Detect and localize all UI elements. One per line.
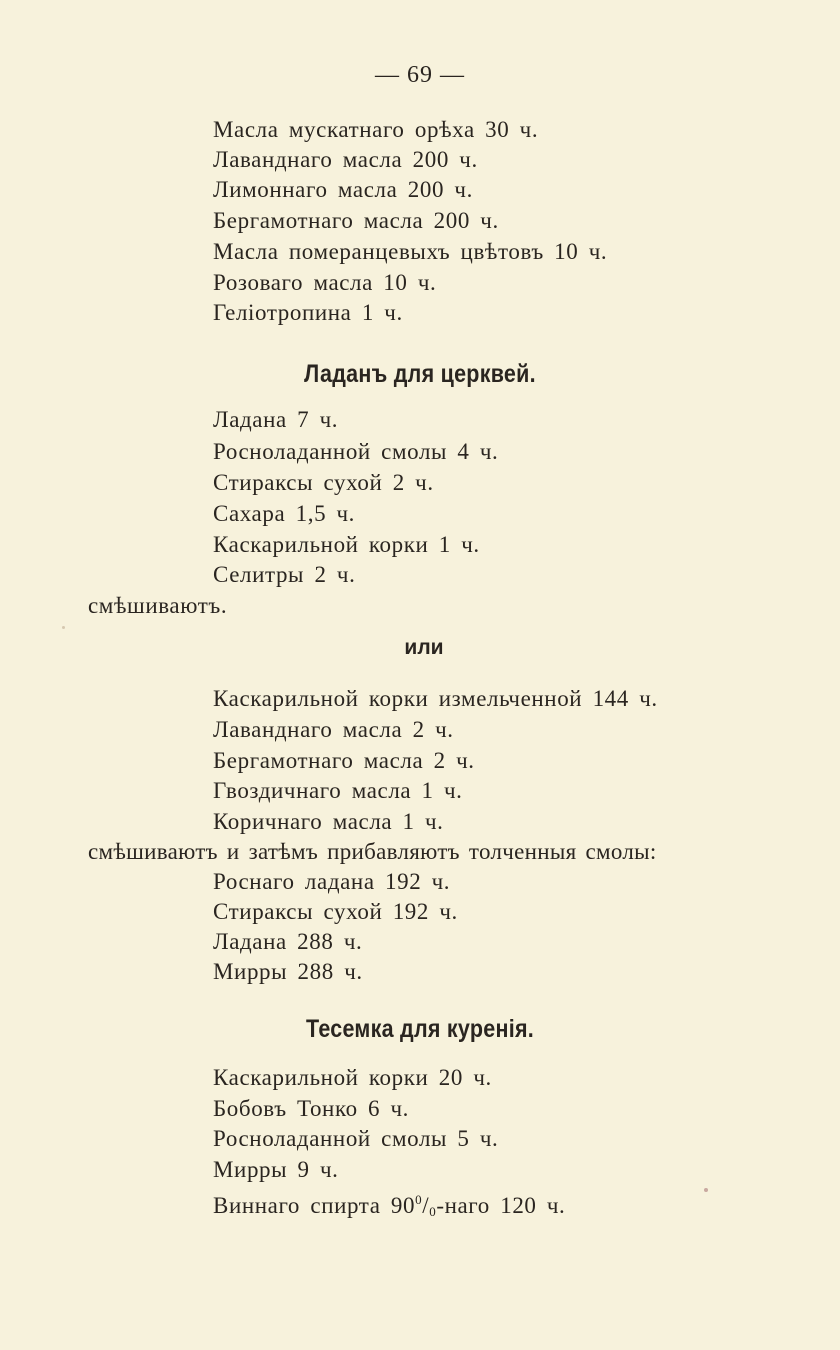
line-prefix: Виннаго спирта 90 — [213, 1193, 416, 1218]
percent-slash: / — [422, 1193, 430, 1218]
section-heading-incense: Ладанъ для церквей. — [304, 360, 536, 388]
list-item: Лаванднаго масла 200 ч. — [213, 147, 478, 172]
mix-note: смѣшиваютъ и затѣмъ прибавляютъ толченныя смолы: — [88, 839, 657, 864]
list-item: Мирры 9 ч. — [213, 1157, 339, 1182]
list-item — [213, 1185, 565, 1227]
paper-speck — [704, 1188, 708, 1192]
list-item: Бобовъ Тонко 6 ч. — [213, 1096, 409, 1121]
list-item: Каскарильной корки измельченной 144 ч. — [213, 686, 658, 711]
percent-superscript: 0 — [415, 1192, 423, 1207]
or-divider: или — [404, 636, 444, 659]
list-item: Розоваго масла 10 ч. — [213, 270, 437, 295]
mix-note: смѣшиваютъ. — [88, 593, 228, 618]
list-item: Лимоннаго масла 200 ч. — [213, 177, 473, 202]
paper-speck — [62, 626, 65, 629]
list-item: Масла померанцевыхъ цвѣтовъ 10 ч. — [213, 239, 608, 264]
list-item: Ладана 288 ч. — [213, 929, 363, 954]
list-item: Стираксы сухой 192 ч. — [213, 899, 458, 924]
list-item: Бергамотнаго масла 200 ч. — [213, 208, 499, 233]
list-item: Коричнаго масла 1 ч. — [213, 809, 444, 834]
list-item: Каскарильной корки 1 ч. — [213, 532, 480, 557]
list-item: Стираксы сухой 2 ч. — [213, 470, 434, 495]
list-item: Масла мускатнаго орѣха 30 ч. — [213, 117, 539, 142]
list-item: Лаванднаго масла 2 ч. — [213, 717, 454, 742]
list-item: Селитры 2 ч. — [213, 562, 356, 587]
list-item: Гвоздичнаго масла 1 ч. — [213, 778, 463, 803]
list-item: Ладана 7 ч. — [213, 407, 339, 432]
page-number: — 69 — — [375, 62, 465, 88]
percent-subscript: 0 — [429, 1204, 437, 1219]
list-item: Роснаго ладана 192 ч. — [213, 869, 451, 894]
list-item: Бергамотнаго масла 2 ч. — [213, 748, 475, 773]
list-item: Каскарильной корки 20 ч. — [213, 1065, 492, 1090]
list-item: Росноладанной смолы 5 ч. — [213, 1126, 499, 1151]
list-item: Геліотропина 1 ч. — [213, 300, 403, 325]
list-item: Сахара 1,5 ч. — [213, 501, 356, 526]
line-suffix: -наго 120 ч. — [436, 1193, 566, 1218]
section-heading-ribbon: Тесемка для куренія. — [306, 1015, 534, 1043]
list-item: Росноладанной смолы 4 ч. — [213, 439, 499, 464]
list-item: Мирры 288 ч. — [213, 959, 363, 984]
